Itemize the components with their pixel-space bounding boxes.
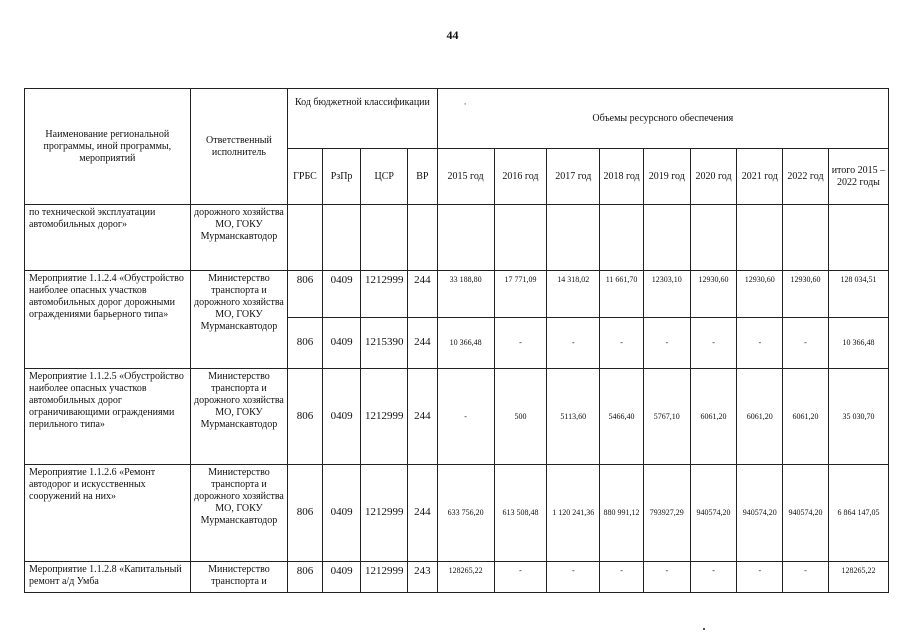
value-2020: 940574,20 xyxy=(690,465,737,562)
rzpr-cell: 0409 xyxy=(322,465,361,562)
value-2020: - xyxy=(690,318,737,369)
table-row xyxy=(25,205,889,271)
csr-cell: 1212999 xyxy=(361,562,408,593)
header-csr: ЦСР xyxy=(361,149,408,205)
value-2017: - xyxy=(547,318,600,369)
rzpr-cell: 0409 xyxy=(322,318,361,369)
header-year-2020: 2020 год xyxy=(690,149,737,205)
csr-cell: 1212999 xyxy=(361,465,408,562)
header-executor: Ответственный исполнитель xyxy=(190,89,288,205)
value-total: 6 864 147,05 xyxy=(828,465,888,562)
header-rzpr: РзПр xyxy=(322,149,361,205)
value-2017: 14 318,02 xyxy=(547,271,600,318)
value-2020: 6061,20 xyxy=(690,369,737,465)
value-2021: - xyxy=(737,562,783,593)
value-2016: 17 771,09 xyxy=(494,271,547,318)
table-row xyxy=(25,562,889,593)
value-2016: - xyxy=(494,318,547,369)
table-row xyxy=(25,465,889,562)
value-2018: 11 661,70 xyxy=(600,271,644,318)
value-2015: 128265,22 xyxy=(437,562,494,593)
header-year-2019: 2019 год xyxy=(643,149,690,205)
value-2021: 12930,60 xyxy=(737,271,783,318)
table-row xyxy=(25,271,889,318)
value-2019: - xyxy=(643,318,690,369)
value-2021: 940574,20 xyxy=(737,465,783,562)
rzpr-cell: 0409 xyxy=(322,562,361,593)
value-total: 128 034,51 xyxy=(828,271,888,318)
grbs-cell: 806 xyxy=(288,465,323,562)
grbs-cell: 806 xyxy=(288,318,323,369)
value-2022: - xyxy=(783,562,829,593)
header-budget-code: Код бюджетной классификации xyxy=(288,89,437,149)
value-2017: 5113,60 xyxy=(547,369,600,465)
measure-executor: дорожного хозяйства МО, ГОКУ Мурманскавтодор xyxy=(190,205,288,271)
header-grbs: ГРБС xyxy=(288,149,323,205)
header-year-2021: 2021 год xyxy=(737,149,783,205)
value-2017: 1 120 241,36 xyxy=(547,465,600,562)
value-2016: 613 508,48 xyxy=(494,465,547,562)
measure-name: Мероприятие 1.1.2.5 «Обустройство наиболее опасных участков автомобильных дорог ограничивающими ограждениями перильного типа» xyxy=(25,369,191,465)
value-2018: 5466,40 xyxy=(600,369,644,465)
header-row-1 xyxy=(25,89,889,149)
value-2020: - xyxy=(690,562,737,593)
value-2015: 33 188,80 xyxy=(437,271,494,318)
header-marker: · xyxy=(463,99,467,109)
value-total: 35 030,70 xyxy=(828,369,888,465)
value-2016: 500 xyxy=(494,369,547,465)
value-2021: - xyxy=(737,318,783,369)
grbs-cell: 806 xyxy=(288,369,323,465)
value-2020: 12930,60 xyxy=(690,271,737,318)
value-2022: 6061,20 xyxy=(783,369,829,465)
header-resources xyxy=(437,89,888,149)
measure-executor: Министерство транспорта и дорожного хозяйства МО, ГОКУ Мурманскавтодор xyxy=(190,465,288,562)
value-2019: 793927,29 xyxy=(643,465,690,562)
value-2015: - xyxy=(437,369,494,465)
grbs-cell: 806 xyxy=(288,562,323,593)
vr-cell: 244 xyxy=(408,465,437,562)
value-2022: 940574,20 xyxy=(783,465,829,562)
page-number: 44 xyxy=(446,28,459,42)
value-2021: 6061,20 xyxy=(737,369,783,465)
csr-cell: 1212999 xyxy=(361,369,408,465)
value-total: 128265,22 xyxy=(828,562,888,593)
header-year-2016: 2016 год xyxy=(494,149,547,205)
value-2019: 5767,10 xyxy=(643,369,690,465)
measure-executor: Министерство транспорта и xyxy=(190,562,288,593)
grbs-cell: 806 xyxy=(288,271,323,318)
value-2018: 880 991,12 xyxy=(600,465,644,562)
header-year-2022: 2022 год xyxy=(783,149,829,205)
vr-cell: 244 xyxy=(408,318,437,369)
rzpr-cell: 0409 xyxy=(322,369,361,465)
header-total: итого 2015 – 2022 годы xyxy=(828,149,888,205)
csr-cell: 1215390 xyxy=(361,318,408,369)
value-2017: - xyxy=(547,562,600,593)
value-2018: - xyxy=(600,318,644,369)
measure-name: Мероприятие 1.1.2.6 «Ремонт автодорог и искусственных сооружений на них» xyxy=(25,465,191,562)
measure-name: по технической эксплуатации автомобильных дорог» xyxy=(25,205,191,271)
value-2019: - xyxy=(643,562,690,593)
vr-cell: 244 xyxy=(408,271,437,318)
value-2022: - xyxy=(783,318,829,369)
measure-executor: Министерство транспорта и дорожного хозяйства МО, ГОКУ Мурманскавтодор xyxy=(190,271,288,369)
header-year-2018: 2018 год xyxy=(600,149,644,205)
value-total: 10 366,48 xyxy=(828,318,888,369)
resource-table xyxy=(24,88,889,593)
csr-cell: 1212999 xyxy=(361,271,408,318)
value-2015: 633 756,20 xyxy=(437,465,494,562)
measure-executor: Министерство транспорта и дорожного хозяйства МО, ГОКУ Мурманскавтодор xyxy=(190,369,288,465)
value-2016: - xyxy=(494,562,547,593)
header-name: Наименование региональной программы, иной программы, мероприятий xyxy=(25,89,191,205)
value-2015: 10 366,48 xyxy=(437,318,494,369)
value-2018: - xyxy=(600,562,644,593)
rzpr-cell: 0409 xyxy=(322,271,361,318)
value-2022: 12930,60 xyxy=(783,271,829,318)
header-vr: ВР xyxy=(408,149,437,205)
header-resources-label: Объемы ресурсного обеспечения xyxy=(592,112,734,124)
measure-name: Мероприятие 1.1.2.4 «Обустройство наиболее опасных участков автомобильных дорог дорожными ограждениями барьерного типа» xyxy=(25,271,191,369)
table-row xyxy=(25,369,889,465)
vr-cell: 243 xyxy=(408,562,437,593)
measure-name: Мероприятие 1.1.2.8 «Капитальный ремонт а/д Умба xyxy=(25,562,191,593)
scan-speck xyxy=(703,628,705,630)
header-year-2017: 2017 год xyxy=(547,149,600,205)
vr-cell: 244 xyxy=(408,369,437,465)
header-year-2015: 2015 год xyxy=(437,149,494,205)
value-2019: 12303,10 xyxy=(643,271,690,318)
